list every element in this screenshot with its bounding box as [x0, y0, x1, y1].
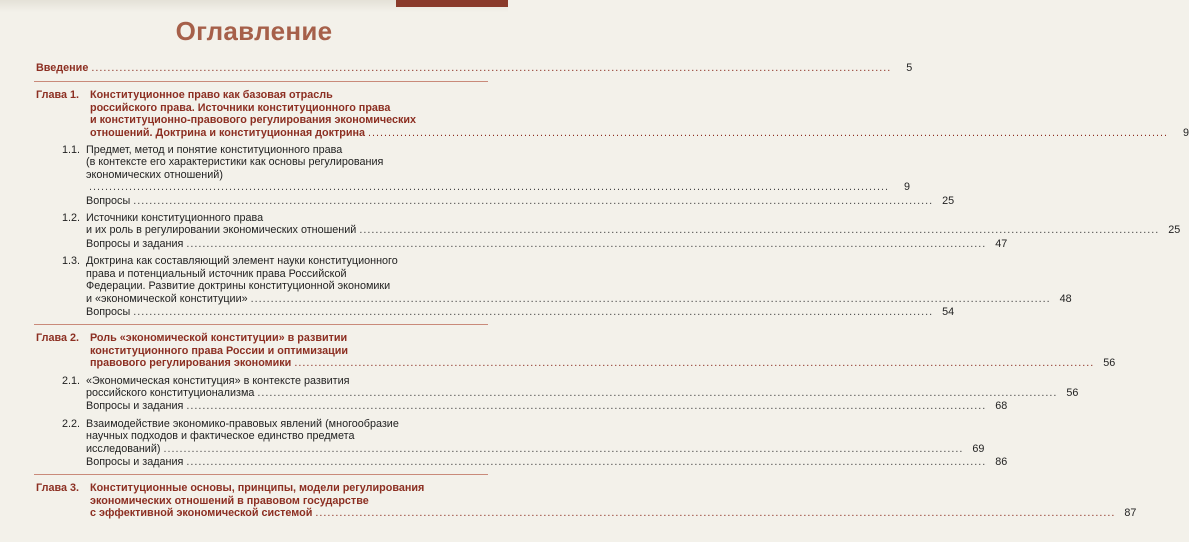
toc-number: Глава 2.: [36, 332, 79, 345]
toc-line: Взаимодействие экономико-правовых явлений (многообразие: [86, 417, 399, 430]
toc-line: Доктрина как составляющий элемент науки конституционного: [86, 255, 398, 268]
page-number: 9: [903, 181, 910, 194]
section-divider: [34, 474, 488, 475]
toc-line: Конституционные основы, принципы, модели регулирования: [90, 482, 425, 495]
dot-leader: ........................................................................................................................................................................................................: [91, 62, 892, 74]
toc-line: научных подходов и фактическое единство предмета: [86, 430, 355, 443]
toc-line: и их роль в регулировании экономических отношений: [86, 224, 357, 237]
toc-leader-line: [86, 455, 1008, 468]
toc-leader-line: [90, 126, 1189, 139]
dot-leader: ........................................................................................................................................................................................................: [133, 305, 934, 318]
toc-leader-line: [36, 62, 913, 74]
page-number: 56: [1066, 386, 1079, 399]
toc-line: и конституционно-правового регулирования экономических: [90, 114, 417, 127]
toc-entry-text: [36, 62, 913, 74]
toc-entry-text: [86, 237, 1008, 250]
dot-leader: ........................................................................................................................................................................................................: [368, 126, 1168, 139]
toc-leader-line: [86, 442, 985, 455]
toc-leader-line: [86, 237, 1008, 250]
toc-leader-line: [86, 305, 955, 318]
dot-leader: ........................................................................................................................................................................................................: [186, 455, 987, 468]
dot-leader: ........................................................................................................................................................................................................: [89, 181, 889, 194]
page-number: 69: [972, 442, 985, 455]
toc-section[interactable]: [0, 455, 1008, 468]
toc-number: 2.2.: [62, 417, 81, 430]
page-number: 86: [995, 455, 1008, 468]
toc-leader-line: [86, 400, 1008, 413]
toc-line: Федерации. Развитие доктрины конституционной экономики: [86, 280, 391, 293]
toc-line: (в контексте его характеристики как основы регулирования: [86, 156, 384, 169]
dot-leader: ........................................................................................................................................................................................................: [359, 224, 1160, 237]
toc-line: с эффективной экономической системой: [90, 507, 313, 520]
toc-section[interactable]: [0, 212, 1181, 237]
toc-line: Вопросы: [86, 305, 131, 318]
section-divider: [34, 81, 488, 82]
toc-entry-text: [86, 194, 955, 207]
toc-line: Роль «экономической конституции» в развитии: [90, 332, 348, 345]
toc-entry-text: [86, 144, 910, 194]
toc-leader-line: [90, 507, 1137, 520]
section-divider: [34, 324, 488, 325]
dot-leader: ........................................................................................................................................................................................................: [163, 442, 964, 455]
toc-entry-text: [86, 305, 955, 318]
page-number: 47: [995, 237, 1008, 250]
toc-line: Предмет, метод и понятие конституционного права: [86, 144, 343, 157]
toc-entry-text: [86, 374, 1079, 400]
toc-entry-text: [90, 89, 1189, 139]
toc-entry-text: [86, 400, 1008, 413]
toc-section[interactable]: [0, 237, 1008, 250]
toc-number: 2.1.: [62, 374, 81, 387]
toc-entry-text: [86, 255, 1072, 305]
toc-line: российского права. Источники конституционного права: [90, 101, 391, 114]
toc-line: исследований): [86, 442, 161, 455]
toc-leader-line: [86, 292, 1072, 305]
toc-chapter[interactable]: [0, 332, 1116, 370]
toc-number: Глава 3.: [36, 482, 79, 495]
dot-leader: ........................................................................................................................................................................................................: [257, 386, 1058, 399]
toc-section[interactable]: [0, 400, 1008, 413]
toc-leader-line: [86, 181, 910, 194]
toc-line: экономических отношений в правовом государстве: [90, 494, 369, 507]
page-number: 87: [1124, 507, 1137, 520]
toc-line: «Экономическая конституция» в контексте развития: [86, 374, 350, 387]
page-number: 48: [1059, 292, 1072, 305]
toc-section[interactable]: [0, 255, 1072, 305]
page-number: 5: [906, 62, 913, 74]
toc-number: 1.2.: [62, 212, 81, 225]
toc-line: экономических отношений): [86, 168, 223, 181]
corner-accent-bar: [396, 0, 508, 7]
toc-leader-line: [86, 386, 1079, 399]
toc-line: и «экономической конституции»: [86, 292, 248, 305]
toc-line: Введение: [36, 62, 89, 74]
toc-number: Глава 1.: [36, 89, 79, 102]
toc-leader-line: [86, 224, 1181, 237]
toc-line: правового регулирования экономики: [90, 357, 292, 370]
page-number: 9: [1182, 126, 1189, 139]
toc-line: Вопросы и задания: [86, 400, 184, 413]
page-number: 25: [942, 194, 955, 207]
dot-leader: ........................................................................................................................................................................................................: [294, 357, 1095, 370]
dot-leader: ........................................................................................................................................................................................................: [186, 237, 987, 250]
toc-entry-text: [86, 455, 1008, 468]
dot-leader: ........................................................................................................................................................................................................: [186, 400, 987, 413]
toc-leader-line: [86, 194, 955, 207]
toc-line: права и потенциальный источник права Российской: [86, 267, 347, 280]
toc-line: российского конституционализма: [86, 386, 255, 399]
toc-number: 1.3.: [62, 255, 81, 268]
toc-line: Вопросы и задания: [86, 455, 184, 468]
toc-number: 1.1.: [62, 144, 81, 157]
toc-entry-text: [86, 417, 985, 455]
toc-line: Источники конституционного права: [86, 212, 264, 225]
dot-leader: ........................................................................................................................................................................................................: [133, 194, 934, 207]
page-number: 68: [995, 400, 1008, 413]
dot-leader: ........................................................................................................................................................................................................: [250, 292, 1051, 305]
toc-entry-text: [86, 212, 1181, 237]
page-title: Оглавление: [175, 16, 333, 46]
toc-section[interactable]: [0, 417, 985, 455]
toc-line: Конституционное право как базовая отрасль: [90, 89, 333, 102]
toc-section[interactable]: [0, 144, 910, 194]
dot-leader: ........................................................................................................................................................................................................: [315, 507, 1116, 520]
page-number: 56: [1103, 357, 1116, 370]
toc-line: конституционного права России и оптимизации: [90, 344, 349, 357]
table-of-contents: [0, 62, 1189, 520]
toc-entry-text: [90, 332, 1116, 370]
toc-line: Вопросы: [86, 194, 131, 207]
toc-leader-line: [90, 357, 1116, 370]
page-number: 54: [942, 305, 955, 318]
toc-chapter[interactable]: [0, 89, 1189, 139]
page-number: 25: [1168, 224, 1181, 237]
toc-chapter[interactable]: [0, 482, 1137, 520]
toc-section[interactable]: [0, 194, 955, 207]
toc-entry-text: [90, 482, 1137, 520]
toc-section[interactable]: [0, 374, 1079, 400]
toc-intro[interactable]: [0, 62, 913, 74]
toc-section[interactable]: [0, 305, 955, 318]
toc-line: Вопросы и задания: [86, 237, 184, 250]
toc-line: отношений. Доктрина и конституционная доктрина: [90, 126, 366, 139]
